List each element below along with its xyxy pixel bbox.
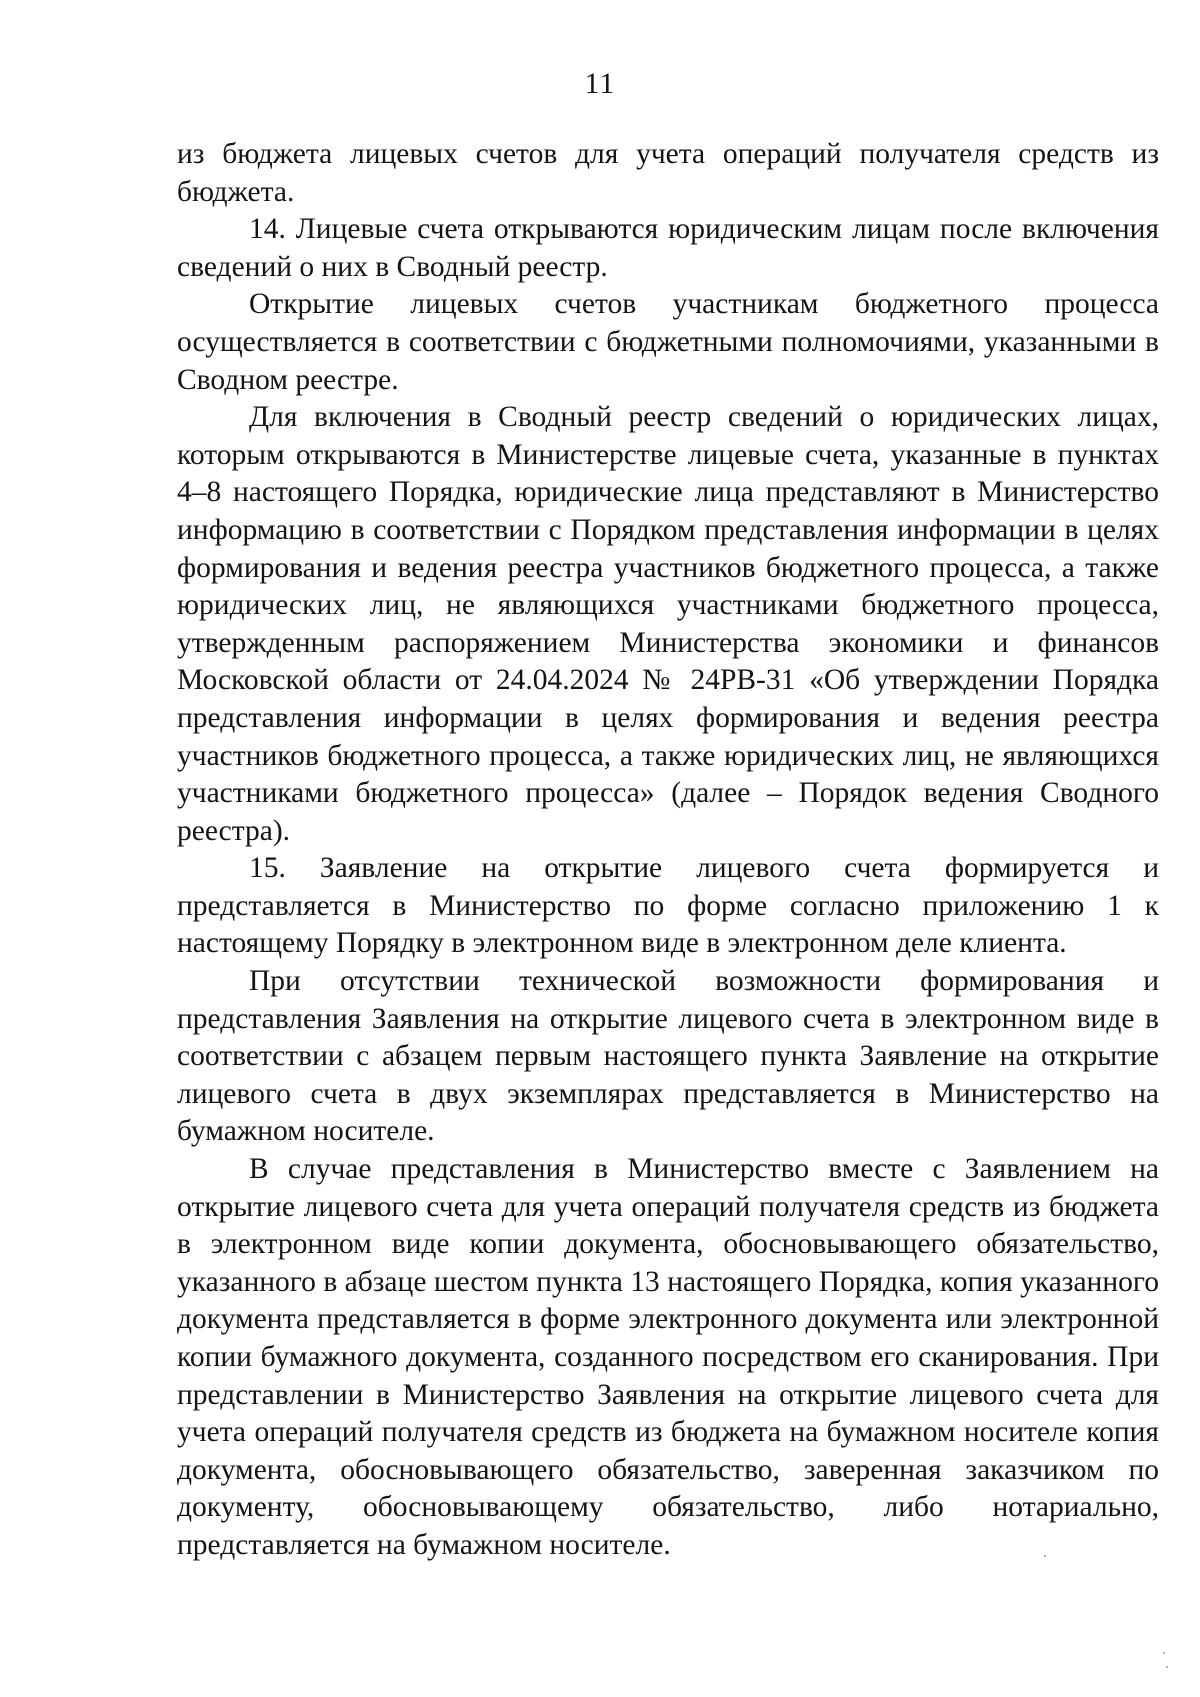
scan-speck — [1044, 1555, 1046, 1557]
scan-speck — [1163, 1652, 1165, 1654]
paragraph-clause-14: 14. Лицевые счета открываются юридическим лицам после включения сведений о них в Сводный реестр. — [177, 213, 1159, 283]
scan-speck — [1166, 1666, 1168, 1668]
paragraph-document-copy: В случае представления в Министерство вместе с Заявлением на открытие лицевого счета для учета операций получателя средств из бюджета в электронном виде копии документа, обосновывающего обязательство, указанного в абзаце шестом пункта 13 настоящего Порядка, копия указанного документа представляется в форме электронного документа или электронной копии бумажного документа, созданного посредством его сканирования. При представлении в Министерство Заявления на открытие лицевого счета для учета операций получателя средств из бюджета на бумажном носителе копия документа, обосновывающего обязательство, заверенная заказчиком по документу, обосновывающему обязательство, либо нотариально, представляется на бумажном носителе. — [177, 1153, 1159, 1561]
document-body — [177, 136, 1159, 1565]
paragraph-clause-15: 15. Заявление на открытие лицевого счета формируется и представляется в Министерство по форме согласно приложению 1 к настоящему Порядку в электронном виде в электронном деле клиента. — [177, 852, 1159, 960]
paragraph-registry-inclusion: Для включения в Сводный реестр сведений о юридических лицах, которым открываются в Министерстве лицевые счета, указанные в пунктах 4–8 настоящего Порядка, юридические лица представляют в Министерство информацию в соответствии с Порядком представления информации в целях формирования и ведения реестра участников бюджетного процесса, а также юридических лиц, не являющихся участниками бюджетного процесса, утвержденным распоряжением Министерства экономики и финансов Московской области от 24.04.2024 № 24РВ-31 «Об утверждении Порядка представления информации в целях формирования и ведения реестра участников бюджетного процесса, а также юридических лиц, не являющихся участниками бюджетного процесса» (далее – Порядок ведения Сводного реестра). — [177, 401, 1159, 847]
page-number: 11 — [584, 67, 616, 100]
paragraph-account-opening: Открытие лицевых счетов участникам бюджетного процесса осуществляется в соответствии с бюджетными полномочиями, указанными в Сводном реестре. — [177, 288, 1159, 396]
paragraph-continuation: из бюджета лицевых счетов для учета операций получателя средств из бюджета. — [177, 138, 1159, 208]
paragraph-paper-submission: При отсутствии технической возможности формирования и представления Заявления на открытие лицевого счета в электронном виде в соответствии с абзацем первым настоящего пункта Заявление на открытие лицевого счета в двух экземплярах представляется в Министерство на бумажном носителе. — [177, 965, 1159, 1148]
